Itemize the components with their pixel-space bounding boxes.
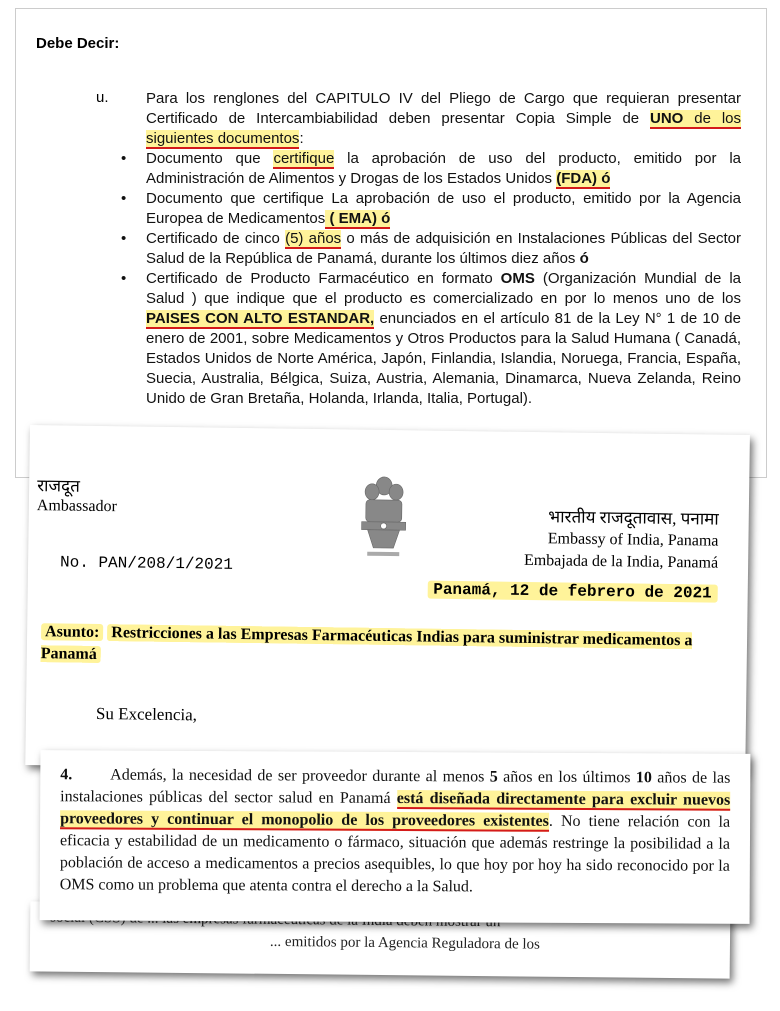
tender-document [15, 8, 767, 478]
list-text-o: ó [579, 250, 589, 267]
list-item [121, 189, 741, 229]
highlight-years: (5) años [285, 230, 342, 247]
reference-number: No. PAN/208/1/2021 [59, 553, 234, 574]
embassy-name-es: Embajada de la India, Panamá [523, 551, 719, 572]
highlight-paises: PAISES CON ALTO ESTANDAR, [146, 310, 375, 327]
ambassador-title: Ambassador [36, 497, 117, 516]
list-text: Documento que certifique La aprobación de uso el producto, emitido por la Agencia Europea de Medicamentos [146, 190, 741, 227]
fragment-line-2: ... emitidos por la Agencia Reguladora de los [269, 933, 540, 953]
intro-paragraph [146, 89, 741, 149]
highlight-certifique: certifique [273, 150, 335, 167]
list-text: o más de adquisición en Instalaciones Públicas del Sector Salud de la República de Panamá, durante los últimos diez años [146, 230, 741, 267]
item-marker: u. [96, 89, 109, 106]
list-item [121, 149, 741, 189]
bullet-icon: • [121, 190, 127, 207]
embassy-letter [25, 425, 750, 775]
list-text: Documento que [146, 150, 274, 167]
list-text: (Organización Mundial de la Salud ) que indique que el producto es comercializado en por lo menos uno de los [146, 270, 742, 307]
letter-date: Panamá, 12 de febrero de 2021 [427, 581, 718, 603]
bullet-icon: • [121, 270, 127, 287]
subject-label: Asunto: [41, 623, 103, 641]
paragraph-text: años en los últimos [497, 768, 636, 787]
number-five: 5 [489, 768, 498, 786]
intro-text: Para los renglones del CAPITULO IV del Pliego de Cargo que requieran presentar Certificado de Intercambiabilidad deben presentar Copia Simple de [146, 90, 741, 127]
embassy-name-en: Embassy of India, Panama [547, 530, 719, 550]
salutation: Su Excelencia, [95, 703, 198, 725]
paragraph-body [60, 764, 731, 900]
requirements-list [121, 149, 742, 409]
national-emblem-icon [353, 474, 414, 563]
intro-docs: de los siguientes documentos [146, 110, 741, 147]
list-text: la aprobación de uso del producto, emitido por la Administración de Alimentos y Drogas de los Estados Unidos [146, 150, 741, 187]
paragraph-text: años de las instalaciones públicas del sector salud en Panamá [60, 769, 731, 808]
intro-colon: : [299, 130, 304, 147]
highlight-ema: ( EMA) ó [325, 210, 391, 227]
paragraph-text: Además, la necesidad de ser proveedor durante al menos [110, 766, 490, 786]
subject-text: Restricciones a las Empresas Farmacéuticas Indias para suministrar medicamentos a Panamá [40, 624, 693, 663]
oms-label: OMS [500, 270, 535, 287]
list-text: Certificado de cinco [146, 230, 286, 247]
list-item [121, 269, 742, 409]
letter-paragraph-4 [40, 750, 751, 924]
highlight-monopolio: está diseñada directamente para excluir nuevos proveedores y continuar el monopolio de los proveedores existentes [60, 790, 731, 830]
bullet-icon: • [121, 230, 127, 247]
hindi-ambassador: राजदूत [37, 476, 80, 496]
list-text: enunciados en el artículo 81 de la Ley N° 1 de 10 de enero de 2001, sobre Medicamentos y Otros Productos para la Salud Humana ( Canadá, Estados Unidos de Norte América, Japón, Finlandia, Islandia, Noruega, Francia, España, Suecia, Australia, Bélgica, Suiza, Austria, Alemania, Dinamarca, Nueva Zelanda, Reino Unido de Gran Bretaña, Holanda, Irlanda, Italia, Portugal). [146, 310, 741, 407]
hindi-embassy: भारतीय राजदूतावास, पनामा [548, 507, 719, 529]
item-body [121, 89, 742, 409]
intro-uno: UNO [650, 110, 684, 127]
number-ten: 10 [635, 769, 652, 787]
highlight-fda: (FDA) ó [556, 170, 611, 187]
list-item [121, 229, 741, 269]
paragraph-number: 4. [60, 766, 73, 784]
section-heading: Debe Decir: [36, 35, 120, 52]
bullet-icon: • [121, 150, 127, 167]
subject-line [41, 621, 732, 675]
paragraph-text: . No tiene relación con la eficacia y estabilidad de un medicamento o fármaco, situación que además restringe la posibilidad a la población de acceso a medicamentos a precios asequibles, lo que hoy por hoy ha sido reconocido por la OMS como un problema que atenta contra el derecho a la Salud. [59, 812, 731, 896]
list-text: Certificado de Producto Farmacéutico en formato [146, 270, 501, 287]
